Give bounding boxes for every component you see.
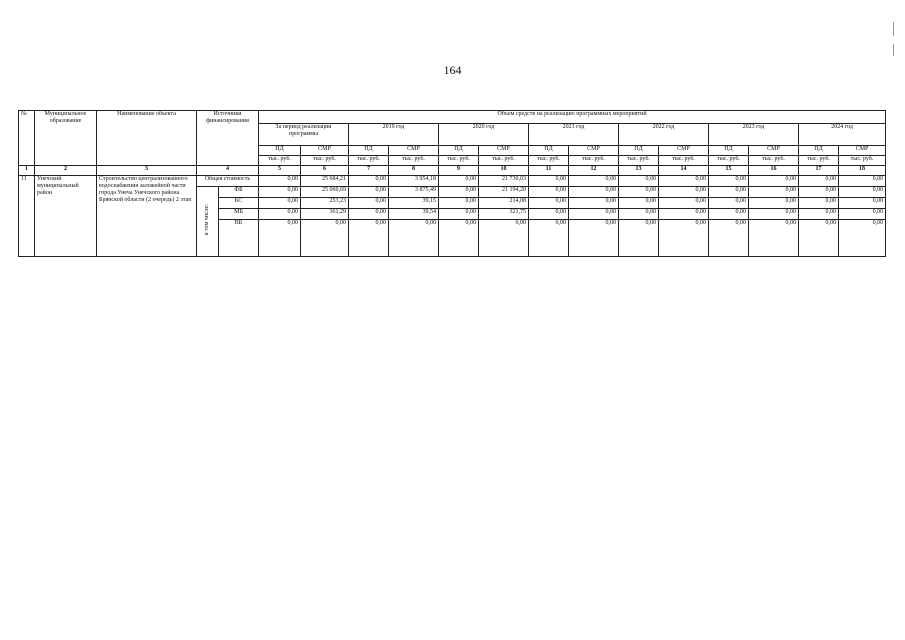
column-number: 8 bbox=[389, 166, 439, 176]
period-header: 2024 год bbox=[799, 124, 886, 146]
source-label: ВБ bbox=[219, 220, 259, 257]
pd-header: ПД bbox=[619, 146, 659, 156]
value-cell: 3 875,49 bbox=[389, 187, 439, 198]
value-cell: 0,00 bbox=[301, 220, 349, 257]
column-number: 1 bbox=[19, 166, 35, 176]
column-number: 12 bbox=[569, 166, 619, 176]
value-cell: 361,29 bbox=[301, 209, 349, 220]
scan-mark bbox=[893, 44, 894, 56]
pd-header: ПД bbox=[259, 146, 301, 156]
unit-header: тыс. руб. bbox=[749, 156, 799, 166]
value-cell: 0,00 bbox=[749, 187, 799, 198]
unit-header: тыс. руб. bbox=[529, 156, 569, 166]
value-cell: 0,00 bbox=[529, 187, 569, 198]
unit-header: тыс. руб. bbox=[619, 156, 659, 166]
value-cell: 0,00 bbox=[349, 220, 389, 257]
smr-header: СМР bbox=[659, 146, 709, 156]
value-cell: 0,00 bbox=[569, 187, 619, 198]
value-cell: 0,00 bbox=[439, 209, 479, 220]
column-number: 13 bbox=[619, 166, 659, 176]
value-cell: 0,00 bbox=[529, 176, 569, 187]
value-cell: 0,00 bbox=[619, 176, 659, 187]
smr-header: СМР bbox=[389, 146, 439, 156]
pd-header: ПД bbox=[349, 146, 389, 156]
column-number: 7 bbox=[349, 166, 389, 176]
in-that-number-label: в том числе: bbox=[204, 204, 210, 236]
value-cell: 0,00 bbox=[259, 220, 301, 257]
header-object-name: Наименование объекта bbox=[97, 111, 197, 166]
period-header: 2020 год bbox=[439, 124, 529, 146]
pd-header: ПД bbox=[799, 146, 839, 156]
column-number: 2 bbox=[35, 166, 97, 176]
value-cell: 0,00 bbox=[259, 198, 301, 209]
scan-mark bbox=[893, 22, 894, 36]
value-cell: 0,00 bbox=[619, 198, 659, 209]
value-cell: 0,00 bbox=[659, 176, 709, 187]
value-cell: 0,00 bbox=[349, 187, 389, 198]
column-number: 16 bbox=[749, 166, 799, 176]
period-header: 2019 год bbox=[349, 124, 439, 146]
unit-header: тыс. руб. bbox=[479, 156, 529, 166]
value-cell: 21 194,20 bbox=[479, 187, 529, 198]
value-cell: 0,00 bbox=[619, 209, 659, 220]
value-cell: 0,00 bbox=[709, 176, 749, 187]
smr-header: СМР bbox=[749, 146, 799, 156]
value-cell: 321,75 bbox=[479, 209, 529, 220]
period-header: 2023 год bbox=[709, 124, 799, 146]
value-cell: 25 069,69 bbox=[301, 187, 349, 198]
pd-header: ПД bbox=[709, 146, 749, 156]
period-header: За период реализации программы bbox=[259, 124, 349, 146]
header-volume: Объем средств на реализацию программных мероприятий bbox=[259, 111, 886, 124]
value-cell: 0,00 bbox=[749, 176, 799, 187]
value-cell: 39,54 bbox=[389, 209, 439, 220]
smr-header: СМР bbox=[301, 146, 349, 156]
unit-header: тыс. руб. bbox=[569, 156, 619, 166]
column-number: 3 bbox=[97, 166, 197, 176]
value-cell: 0,00 bbox=[799, 220, 839, 257]
value-cell: 0,00 bbox=[799, 187, 839, 198]
value-cell: 0,00 bbox=[659, 220, 709, 257]
funding-table bbox=[18, 110, 886, 257]
header-sources: Источники финансирования bbox=[197, 111, 259, 166]
value-cell: 0,00 bbox=[799, 198, 839, 209]
row-object-name: Строительство централизованного водоснабжения заложейной части города Унеча Унечского района Брянской области (2 очередь) 2 этап bbox=[97, 176, 197, 257]
column-number: 6 bbox=[301, 166, 349, 176]
source-label: ФБ bbox=[219, 187, 259, 198]
column-number: 9 bbox=[439, 166, 479, 176]
value-cell: 0,00 bbox=[839, 220, 886, 257]
value-cell: 0,00 bbox=[529, 220, 569, 257]
value-cell: 0,00 bbox=[749, 220, 799, 257]
table-row bbox=[19, 176, 886, 187]
value-cell: 0,00 bbox=[569, 198, 619, 209]
unit-header: тыс. руб. bbox=[799, 156, 839, 166]
value-cell: 0,00 bbox=[439, 220, 479, 257]
value-cell: 0,00 bbox=[709, 209, 749, 220]
value-cell: 0,00 bbox=[349, 176, 389, 187]
smr-header: СМР bbox=[479, 146, 529, 156]
column-number: 4 bbox=[197, 166, 259, 176]
value-cell: 21 730,03 bbox=[479, 176, 529, 187]
smr-header: СМР bbox=[839, 146, 886, 156]
column-number: 10 bbox=[479, 166, 529, 176]
value-cell: 0,00 bbox=[839, 198, 886, 209]
period-header: 2022 год bbox=[619, 124, 709, 146]
value-cell: 0,00 bbox=[389, 220, 439, 257]
page-number: 164 bbox=[443, 63, 462, 77]
period-header: 2021 год bbox=[529, 124, 619, 146]
value-cell: 0,00 bbox=[569, 209, 619, 220]
row-number: 11 bbox=[19, 176, 35, 257]
value-cell: 0,00 bbox=[749, 209, 799, 220]
column-number: 15 bbox=[709, 166, 749, 176]
column-number: 11 bbox=[529, 166, 569, 176]
value-cell: 3 954,18 bbox=[389, 176, 439, 187]
column-number: 17 bbox=[799, 166, 839, 176]
unit-header: тыс. руб. bbox=[349, 156, 389, 166]
value-cell: 0,00 bbox=[619, 220, 659, 257]
pd-header: ПД bbox=[529, 146, 569, 156]
source-label: МБ bbox=[219, 209, 259, 220]
value-cell: 0,00 bbox=[709, 187, 749, 198]
value-cell: 25 684,21 bbox=[301, 176, 349, 187]
value-cell: 0,00 bbox=[839, 176, 886, 187]
column-number: 14 bbox=[659, 166, 709, 176]
value-cell: 0,00 bbox=[659, 209, 709, 220]
value-cell: 0,00 bbox=[839, 209, 886, 220]
unit-header: тыс. руб. bbox=[709, 156, 749, 166]
value-cell: 0,00 bbox=[839, 187, 886, 198]
value-cell: 0,00 bbox=[259, 176, 301, 187]
value-cell: 0,00 bbox=[259, 187, 301, 198]
value-cell: 0,00 bbox=[439, 187, 479, 198]
value-cell: 0,00 bbox=[569, 220, 619, 257]
value-cell: 0,00 bbox=[659, 198, 709, 209]
value-cell: 0,00 bbox=[529, 209, 569, 220]
unit-header: тыс. руб. bbox=[439, 156, 479, 166]
smr-header: СМР bbox=[569, 146, 619, 156]
value-cell: 0,00 bbox=[349, 198, 389, 209]
value-cell: 39,15 bbox=[389, 198, 439, 209]
row-total-label: Общая стоимость bbox=[197, 176, 259, 187]
column-number: 5 bbox=[259, 166, 301, 176]
value-cell: 0,00 bbox=[439, 198, 479, 209]
header-no: № bbox=[19, 111, 35, 166]
row-municipality: Унечский муниципальный район bbox=[35, 176, 97, 257]
value-cell: 0,00 bbox=[439, 176, 479, 187]
value-cell: 0,00 bbox=[799, 176, 839, 187]
unit-header: тыс. руб. bbox=[259, 156, 301, 166]
value-cell: 0,00 bbox=[259, 209, 301, 220]
value-cell: 253,23 bbox=[301, 198, 349, 209]
value-cell: 0,00 bbox=[529, 198, 569, 209]
value-cell: 0,00 bbox=[479, 220, 529, 257]
value-cell: 0,00 bbox=[619, 187, 659, 198]
value-cell: 0,00 bbox=[709, 220, 749, 257]
header-municipality: Муниципальное образование bbox=[35, 111, 97, 166]
unit-header: тыс. руб. bbox=[839, 156, 886, 166]
unit-header: тыс. руб. bbox=[659, 156, 709, 166]
column-number: 18 bbox=[839, 166, 886, 176]
value-cell: 0,00 bbox=[349, 209, 389, 220]
unit-header: тыс. руб. bbox=[389, 156, 439, 166]
value-cell: 0,00 bbox=[799, 209, 839, 220]
value-cell: 214,08 bbox=[479, 198, 529, 209]
value-cell: 0,00 bbox=[749, 198, 799, 209]
in-that-number-cell bbox=[197, 187, 219, 257]
unit-header: тыс. руб. bbox=[301, 156, 349, 166]
source-label: БС bbox=[219, 198, 259, 209]
value-cell: 0,00 bbox=[709, 198, 749, 209]
pd-header: ПД bbox=[439, 146, 479, 156]
value-cell: 0,00 bbox=[659, 187, 709, 198]
value-cell: 0,00 bbox=[569, 176, 619, 187]
